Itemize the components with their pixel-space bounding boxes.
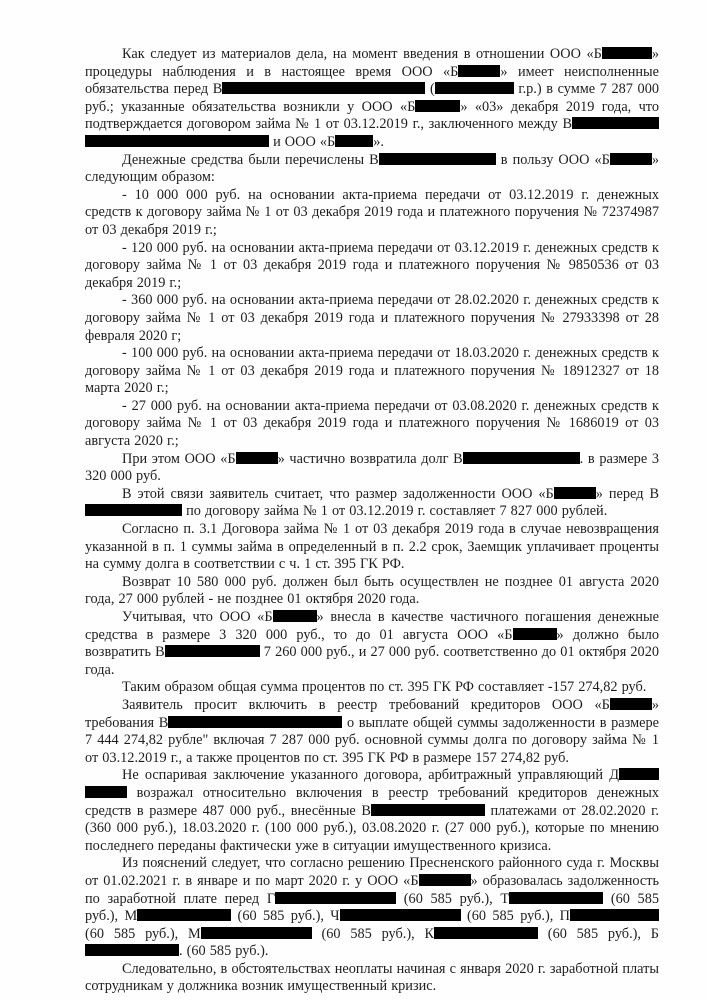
- redaction-bar: [419, 874, 471, 886]
- redaction-bar: [275, 892, 396, 904]
- paragraph: Таким образом общая сумма процентов по ст. 395 ГК РФ составляет -157 274,82 руб.: [122, 679, 647, 696]
- redaction-bar: [371, 804, 485, 816]
- redaction-bar: [619, 768, 659, 780]
- redaction-bar: [165, 645, 260, 657]
- redaction-bar: [610, 698, 652, 710]
- redaction-bar: [137, 909, 231, 921]
- paragraph: Не оспаривая заключение указанного договора, арбитражный управляющий Д возражал относительно включения в реестр требований кредиторов денежных средств в размере 487 000 руб., внесённые В платежами от 28.02.2020 г. (360 000 руб.), 18.03.2020 г. (100 000 руб.), 03.08.2020 г. (27 000 руб.), которые по мнению последнего переданы фактически уже в ситуации имущественного кризиса.: [85, 767, 659, 854]
- redaction-bar: [513, 628, 557, 640]
- redaction-bar: [458, 65, 500, 77]
- redaction-bar: [554, 487, 596, 499]
- redaction-bar: [168, 716, 342, 728]
- paragraph: В этой связи заявитель считает, что размер задолженности ООО «Б » перед В по договору займа № 1 от 03.12.2019 г. составляет 7 827 000 рублей.: [85, 486, 659, 521]
- redaction-bar: [335, 135, 373, 147]
- redaction-bar: [610, 153, 652, 165]
- redaction-bar: [85, 786, 127, 798]
- paragraph: Из пояснений следует, что согласно решению Пресненского районного суда г. Москвы от 01.02.2021 г. в январе и по март 2020 г. у ООО «Б » образовалась задолженность по заработной плате перед Г (60 585 руб.), Т (60 585 руб.), М (60 585 руб.), Ч (60 585 руб.), П (60 585 руб.), М (60 585 руб.), К (60 585 руб.), Б. (60 585 руб.).: [85, 855, 659, 960]
- redaction-bar: [85, 135, 269, 147]
- redaction-bar: [236, 452, 278, 464]
- redaction-bar: [85, 944, 179, 956]
- redaction-bar: [435, 82, 514, 94]
- paragraph: Учитывая, что ООО «Б » внесла в качестве частичного погашения денежные средства в размере 3 320 000 руб., то до 01 августа ООО «Б » должно было возвратить В 7 260 000 руб., и 27 000 руб. соответственно до 01 октября 2020 года.: [85, 609, 659, 678]
- redaction-bar: [434, 927, 538, 939]
- redaction-bar: [201, 927, 312, 939]
- redaction-bar: [222, 82, 425, 94]
- redaction-bar: [572, 117, 659, 129]
- redaction-bar: [273, 610, 317, 622]
- paragraph: - 100 000 руб. на основании акта-приема передачи от 18.03.2020 г. денежных средств к договору займа № 1 от 03 декабря 2019 года и платежного поручения № 18912327 от 18 марта 2020 г.;: [85, 345, 659, 397]
- paragraph: Денежные средства были перечислены В в пользу ООО «Б » следующим образом:: [85, 151, 659, 186]
- paragraph: - 360 000 руб. на основании акта-приема передачи от 28.02.2020 г. денежных средств к договору займа № 1 от 03 декабря 2019 года и платежного поручения № 27933398 от 28 февраля 2020 г;: [85, 292, 659, 344]
- paragraph: - 10 000 000 руб. на основании акта-приема передачи от 03.12.2019 г. денежных средств к договору займа № 1 от 03 декабря 2019 года и платежного поручения № 72374987 от 03 декабря 2019 г.;: [85, 186, 659, 238]
- paragraph: Возврат 10 580 000 руб. должен был быть осуществлен не позднее 01 августа 2020 года, 27 000 рублей - не позднее 01 октября 2020 года.: [85, 573, 659, 608]
- paragraph: Как следует из материалов дела, на момент введения в отношении ООО «Б » процедуры наблюдения и в настоящее время ООО «Б » имеет неисполненные обязательства перед В ( г.р.) в сумме 7 287 000 руб.; указанные обязательства возникли у ООО «Б » «03» декабря 2019 года, что подтверждается договором займа № 1 от 03.12.2019 г., заключенного между В и ООО «Б ».: [85, 46, 659, 150]
- document-text: [85, 46, 659, 996]
- redaction-bar: [340, 909, 461, 921]
- redaction-bar: [379, 153, 496, 165]
- paragraph: Следовательно, в обстоятельствах неоплаты начиная с января 2020 г. заработной платы сотрудникам у должника возник имущественный кризис.: [85, 960, 659, 995]
- redaction-bar: [509, 892, 603, 904]
- paragraph: Согласно п. 3.1 Договора займа № 1 от 03 декабря 2019 года в случае невозвращения указанной в п. 1 суммы займа в определенный в п. 2.2 срок, Заемщик уплачивает проценты на сумму долга в соответствии с ч. 1 ст. 395 ГК РФ.: [85, 521, 659, 573]
- paragraph: - 120 000 руб. на основании акта-приема передачи от 03.12.2019 г. денежных средств к договору займа № 1 от 03 декабря 2019 года и платежного поручения № 9850536 от 03 декабря 2019 г.;: [85, 239, 659, 291]
- redaction-bar: [415, 100, 460, 112]
- paragraph: При этом ООО «Б » частично возвратила долг В . в размере 3 320 000 руб.: [85, 450, 659, 485]
- redaction-bar: [463, 452, 580, 464]
- redaction-bar: [85, 504, 182, 516]
- paragraph: - 27 000 руб. на основании акта-приема передачи от 03.08.2020 г. денежных средств к договору займа № 1 от 03 декабря 2019 года и платежного поручения № 1686019 от 03 августа 2020 г.;: [85, 397, 659, 450]
- paragraph: Заявитель просит включить в реестр требований кредиторов ООО «Б » требования В о выплате общей суммы задолженности в размере 7 444 274,82 рубле" включая 7 287 000 руб. основной суммы долга по договору займа № 1 от 03.12.2019 г., а также процентов по ст. 395 ГК РФ в размере 157 274,82 руб.: [85, 696, 659, 766]
- redaction-bar: [570, 909, 659, 921]
- redaction-bar: [602, 47, 652, 59]
